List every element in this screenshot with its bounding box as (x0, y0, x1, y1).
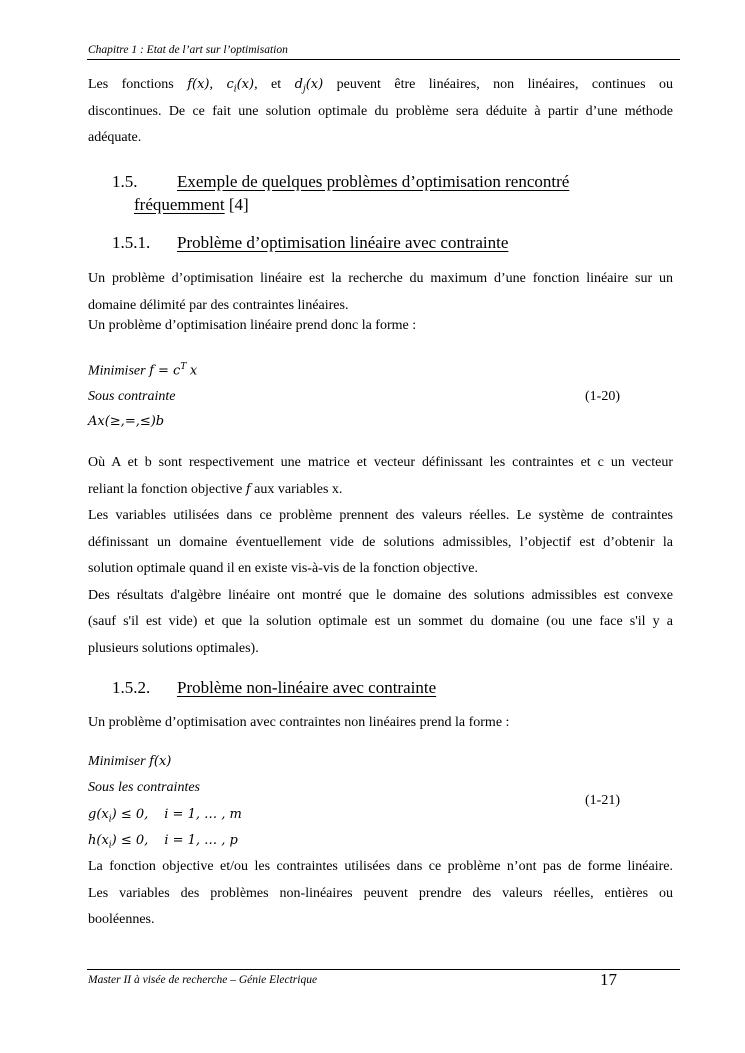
running-footer: Master II à visée de recherche – Génie Electrique (88, 974, 318, 986)
page-number: 17 (600, 970, 617, 989)
section-title-line-2: fréquemment (134, 195, 225, 214)
intro-line-3: adéquate. (88, 130, 142, 145)
intro-line-1: Les fonctions f(x), $c_i(x)$, et $d_j(x)$ peuvent être linéaires, non linéaires, continues ou (88, 77, 674, 95)
paragraph-line: Un problème d’optimisation linéaire prend donc la forme : (88, 318, 417, 333)
intro-line-2: discontinues. De ce fait une solution optimale du problème sera déduite à partir d’une méthode (88, 103, 673, 119)
section-number: 1.5.2. (112, 678, 151, 697)
footer-rule (87, 969, 680, 970)
equation-constraint-g: $g(x_i) \le 0$, i = 1, … , m (88, 807, 242, 825)
paragraph-line: plusieurs solutions optimales). (88, 640, 259, 656)
paragraph-line: domaine délimité par des contraintes linéaires. (88, 297, 349, 313)
paragraph-line: reliant la fonction objective f aux variables x. (88, 481, 343, 497)
paragraph-nonlinear-intro: Un problème d’optimisation avec contraintes non linéaires prend la forme : (88, 715, 510, 730)
paragraph-linear-definition (88, 266, 673, 337)
paragraph-line: (sauf s'il est vide) et que la solution optimale est un sommet du domaine (ou une face s'il y a (88, 614, 673, 629)
section-number: 1.5. (112, 172, 138, 191)
paragraph-line: Les variables utilisées dans ce problème prennent des valeurs réelles. Le système de contraintes (88, 508, 673, 523)
paragraph-line: solution optimale quand il en existe vis-à-vis de la fonction objective. (88, 561, 478, 576)
section-heading-1-5-1 (112, 233, 632, 257)
citation-ref: [4] (224, 195, 249, 214)
equation-objective-linear: Minimiser $f = c^T$ x (88, 362, 198, 379)
paragraph-line: Un problème d’optimisation linéaire est la recherche du maximum d’une fonction linéaire sur un (88, 271, 673, 286)
section-number: 1.5.1. (112, 233, 151, 252)
paragraph-line: La fonction objective et/ou les contraintes utilisées dans ce problème n’ont pas de forme linéaire. (88, 859, 673, 874)
paragraph-line: booléennes. (88, 912, 155, 927)
section-title-line-1: Exemple de quelques problèmes d’optimisation rencontré (177, 172, 570, 191)
paragraph-line: Les variables des problèmes non-linéaires peuvent prendre des valeurs réelles, entières ou (88, 885, 673, 901)
paragraph-nonlinear-explanation (88, 854, 673, 934)
equation-objective-nonlinear: Minimiser f(x) (88, 754, 172, 769)
section-title: Problème d’optimisation linéaire avec contrainte (177, 233, 509, 252)
intro-paragraph (88, 72, 673, 152)
equation-constraint-h: $h(x_i) \le 0$, i = 1, … , p (88, 833, 238, 851)
section-heading-1-5 (112, 172, 632, 222)
equation-number: (1-20) (585, 389, 620, 404)
header-rule (87, 59, 680, 60)
equation-number: (1-21) (585, 793, 620, 808)
paragraph-line: Où A et b sont respectivement une matrice et vecteur définissant les contraintes et c un vecteur (88, 455, 673, 470)
paragraph-line: Des résultats d'algèbre linéaire ont montré que le domaine des solutions admissibles est convexe (88, 587, 673, 603)
running-header: Chapitre 1 : Etat de l’art sur l’optimisation (88, 44, 288, 56)
section-title: Problème non-linéaire avec contrainte (177, 678, 437, 697)
equation-subject-to: Sous les contraintes (88, 780, 200, 795)
equation-subject-to: Sous contrainte (88, 389, 176, 404)
section-heading-1-5-2 (112, 678, 632, 702)
paragraph-line: définissant un domaine éventuellement vide de solutions admissibles, l’objectif est d’obtenir la (88, 534, 673, 550)
paragraph-linear-explanation (88, 450, 673, 662)
equation-constraint-linear: Ax(≥,=,≤)b (88, 414, 165, 429)
